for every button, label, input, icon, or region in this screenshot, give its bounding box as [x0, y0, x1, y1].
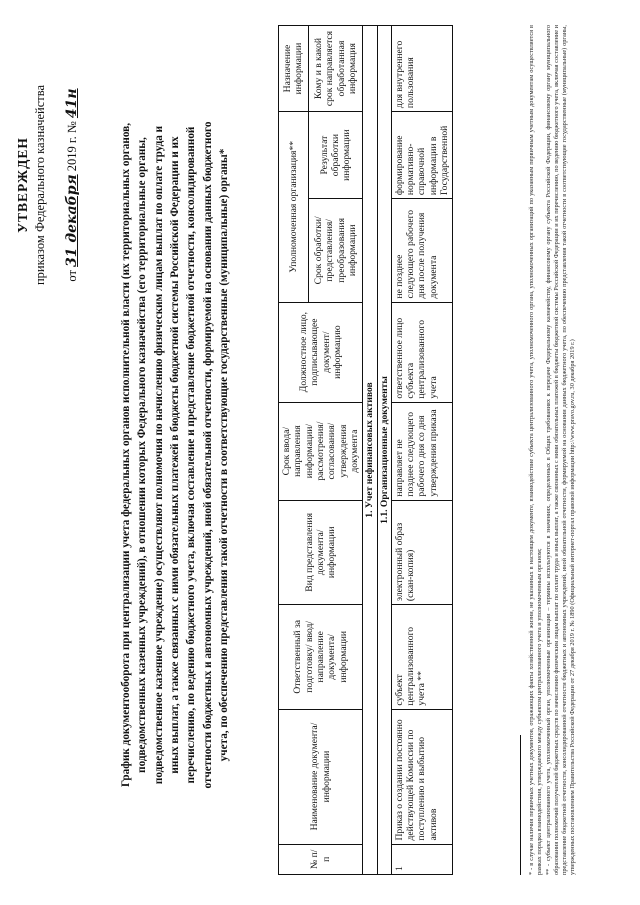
workflow-table: [278, 25, 453, 875]
title-line: подведомственное казенное учреждение) осуществляют полномочия по начислению физическим лицам выплат по оплате труда и: [152, 125, 165, 785]
title-line: отчетности бюджетных и автономных учреждений, иной обязательной отчетности, формируемой на основании данных бюджетного: [201, 121, 214, 789]
header-responsible: Ответственный за подготовку/ ввод/ направление документа/ информации: [279, 605, 363, 709]
header-authorized-group: Уполномоченная организация**: [279, 112, 309, 302]
cell-responsible: субъект централизованного учета **: [391, 605, 453, 709]
title-line: подведомственных казенных учреждений), в отношении которых Федерального казначейства (его территориальные органы,: [136, 137, 149, 773]
title-line: График документооборота при централизации учета федеральных органов исполнительной власти (их территориальных органов,: [120, 123, 132, 787]
approval-order-of: приказом Федерального казначейства: [33, 84, 48, 286]
header-form: Вид представления документа/ информации: [279, 500, 363, 604]
cell-recipient: для внутреннего пользования: [391, 26, 453, 112]
footnotes: [528, 25, 578, 875]
footnote: ** - субъект централизованного учета, уполномоченный орган, уполномоченные организации – термины используются в значениях, определенных в Общих требованиях к передаче Федеральному казначейству, финансовому органу субъекта Российской Федерации, финансовому органу муниципального образования полномочий получателей бюджетных средств по начислению физическим лицам выплат по оплате труда и иных выплат, а также связанных с ними обязательных платежей в бюджеты бюджетной системы Российской Федерации и их перечислению, по ведению бюджетного учета, включая составление и представление бюджетной отчетности, консолидированной отчетности бюджетных и автономных учреждений, иной обязательной отчетности, формируемой на основании данных бюджетного учета, по обеспечению представления такой отчетности в соответствующие государственные (муниципальные) органы, утвержденных постановлением Правительства Российской Федерации от 27 декабря 2019 г. № 1890 (Официальный интернет-портал правовой информации http://www.pravo.gov.ru, 30 декабря 2019 г.): [545, 25, 577, 875]
document-title: [118, 25, 232, 885]
cell-name: Приказ о создании постоянно действующей Комиссии по поступлению и выбытию активов: [391, 709, 453, 844]
section-heading: 1. Учет нефинансовых активов: [363, 26, 377, 875]
header-num: № п/п: [279, 844, 363, 874]
approval-heading: УТВЕРЖДЕН: [15, 137, 30, 233]
footnote-divider: [520, 735, 521, 875]
header-processing-result: Результат обработки информации: [308, 112, 362, 199]
title-line: учета, по обеспечению представления такой отчетности в соответствующие государственные (муниципальные) органы*: [218, 148, 231, 762]
title-line: иных выплат, а также связанных с ними обязательных платежей в бюджеты бюджетной системы Российской Федерации и их: [169, 136, 182, 774]
cell-official: ответственное лицо субъекта централизованного учета: [391, 302, 453, 402]
footnote: * - в случае наличия первичных учетных документов, отражающих факты хозяйственной жизни, не указанных в настоящем документе, взаимодействие субъекта централизованного учета, уполномоченного органа, уполномоченных организаций по указанным первичным учетным документам осуществляется в рамках порядка взаимодействия, утверждаемого между субъектом централизованного учета и уполномоченным органом;: [528, 25, 544, 875]
cell-processing-deadline: не позднее следующего рабочего дня после получения документа: [391, 199, 453, 302]
approval-number-handwritten: 41н: [64, 88, 81, 119]
approval-number-label: №: [65, 121, 80, 134]
header-name: Наименование документа/информации: [279, 709, 363, 844]
approval-date-line: [63, 25, 82, 345]
table-row: [391, 26, 453, 875]
approval-year: 2019 г.: [65, 136, 80, 172]
approval-from-label: от: [65, 270, 80, 282]
cell-deadline: направляет не позднее следующего рабочего дня со дня утверждения приказа: [391, 402, 453, 500]
title-line: перечислению, по ведению бюджетного учета, включая составление и представление бюджетной отчетности, консолидированной: [185, 126, 198, 784]
cell-num: 1: [391, 844, 453, 874]
header-recipient: Кому и в какой срок направляется обработанная информация: [308, 26, 362, 112]
subsection-heading: 1.1. Организационные документы: [377, 26, 391, 875]
approval-date-handwritten: 31 декабря: [64, 174, 81, 267]
header-official: Должностное лицо, подписывающее документ/ информацию: [279, 302, 363, 402]
header-processing-deadline: Срок обработки/ представления/ преобразования информации: [308, 199, 362, 302]
header-info-purpose: Назначение информации: [279, 26, 309, 112]
cell-form: электронный образ (скан-копия): [391, 500, 453, 604]
approval-stamp-block: [14, 25, 82, 345]
header-deadline: Срок ввода/ направления информации/ рассмотрения/ согласования/ утверждения документа: [279, 402, 363, 500]
cell-processing-result: формирование нормативно-справочной информации в Государственной: [391, 112, 453, 199]
